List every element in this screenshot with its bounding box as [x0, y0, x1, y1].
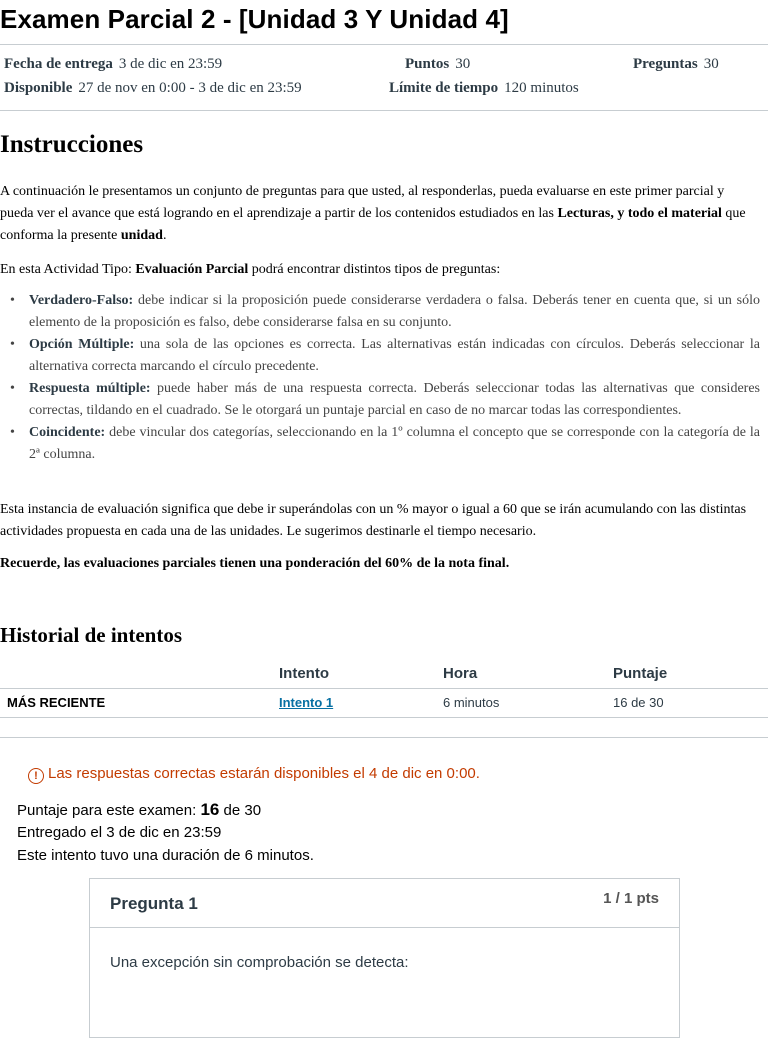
type-desc: puede haber más de una respuesta correcta. Deberás seleccionar todas las alternativas que consideres correctas, tildando en el cuadrado. Se le otorgará un puntaje parcial en caso de no marcar todas las correspondientes.	[29, 381, 760, 418]
type-term: Verdadero-Falso:	[29, 293, 134, 308]
submitted-date: Entregado el 3 de dic en 23:59	[17, 824, 222, 841]
intro-bold-unit: unidad	[120, 228, 163, 243]
points	[405, 56, 470, 73]
available-value: 27 de nov en 0:00 - 3 de dic en 23:59	[78, 80, 302, 96]
notice-text: Las respuestas correctas estarán disponibles el 4 de dic en 0:00.	[48, 765, 480, 782]
activity-text-2: podrá encontrar distintos tipos de preguntas:	[248, 262, 501, 277]
page-title: Examen Parcial 2 - [Unidad 3 Y Unidad 4]	[0, 4, 509, 34]
column-header-score: Puntaje	[613, 665, 668, 682]
question-title: Pregunta 1	[110, 894, 198, 913]
due-date	[4, 56, 222, 73]
type-desc: debe vincular dos categorías, seleccionando en la 1º columna el concepto que se corresponde con la categoría de la 2ª columna.	[29, 425, 760, 462]
column-header-attempt: Intento	[279, 665, 329, 682]
list-item	[10, 334, 761, 378]
availability	[4, 80, 302, 97]
type-desc: debe indicar si la proposición puede considerarse verdadera o falsa. Deberás tener en cuenta que, si un sólo elemento de la proposición es falso, debe considerarse falsa en su conjunto.	[29, 293, 760, 330]
intro-period: .	[162, 228, 167, 243]
question-points: 1 / 1 pts	[603, 890, 659, 907]
questions-value: 30	[703, 56, 719, 72]
attempt-cell	[279, 695, 333, 710]
score-value: 16	[200, 800, 220, 819]
table-divider	[0, 688, 768, 689]
available-label: Disponible	[4, 80, 73, 96]
evaluation-note: Esta instancia de evaluación significa que debe ir superándolas con un % mayor o igual a 60 que se irán acumulando con las distintas actividades propuesta en cada una de las unidades. Le sugerimos destinarle el tiempo necesario.	[0, 502, 747, 539]
type-term: Coincidente:	[29, 425, 106, 440]
most-recent-label: MÁS RECIENTE	[7, 695, 106, 710]
column-header-time: Hora	[443, 665, 478, 682]
question-text: Una excepción sin comprobación se detecta:	[110, 954, 409, 971]
score-total: de 30	[219, 802, 262, 819]
due-label: Fecha de entrega	[4, 56, 113, 72]
points-value: 30	[455, 56, 471, 72]
type-desc: una sola de las opciones es correcta. Las alternativas están indicadas con círculos. Deberás seleccionar la alternativa correcta marcando el círculo precedente.	[29, 337, 761, 374]
bullet-icon: •	[10, 293, 15, 308]
question-types-list	[0, 290, 760, 466]
questions-label: Preguntas	[633, 56, 698, 72]
table-divider	[0, 717, 768, 718]
question-card	[89, 878, 680, 1038]
activity-text: En esta Actividad Tipo:	[0, 262, 136, 277]
attempt-duration: Este intento tuvo una duración de 6 minutos.	[17, 847, 314, 864]
list-item	[10, 290, 760, 334]
divider	[0, 110, 768, 111]
points-label: Puntos	[405, 56, 450, 72]
intro-bold-materials: Lecturas, y todo el material	[557, 206, 722, 221]
due-value: 3 de dic en 23:59	[118, 56, 223, 72]
intro-text-2: que conforma la presente	[0, 206, 746, 243]
bullet-icon: •	[10, 425, 15, 440]
weight-note: Recuerde, las evaluaciones parciales tienen una ponderación del 60% de la nota final.	[0, 556, 510, 571]
bullet-icon: •	[10, 337, 15, 352]
question-header	[90, 879, 679, 928]
instructions-heading: Instrucciones	[0, 131, 144, 158]
bullet-icon: •	[10, 381, 15, 396]
list-item	[10, 422, 760, 466]
instructions-intro	[0, 181, 760, 247]
list-item	[10, 378, 760, 422]
history-heading: Historial de intentos	[0, 623, 182, 647]
type-term: Respuesta múltiple:	[29, 381, 151, 396]
score-label: Puntaje para este examen:	[17, 802, 201, 819]
score-cell: 16 de 30	[613, 695, 664, 710]
score-summary	[17, 800, 261, 820]
time-limit	[389, 80, 579, 97]
alert-circle-icon: !	[28, 768, 44, 784]
section-divider	[0, 737, 768, 738]
time-limit-label: Límite de tiempo	[389, 80, 499, 96]
type-term: Opción Múltiple:	[29, 337, 135, 352]
correct-answers-notice	[28, 765, 480, 784]
time-cell: 6 minutos	[443, 695, 500, 710]
time-limit-value: 120 minutos	[504, 80, 579, 96]
activity-type-bold: Evaluación Parcial	[135, 262, 249, 277]
divider	[0, 44, 768, 45]
questions-count	[633, 56, 719, 73]
intro-text: A continuación le presentamos un conjunto de preguntas para que usted, al responderlas, pueda evaluarse en este primer parcial y pueda ver el avance que está logrando en el aprendizaje a partir de los contenidos estudiados en las	[0, 184, 725, 221]
attempt-link[interactable]: Intento 1	[279, 695, 334, 710]
activity-type-text	[0, 259, 760, 281]
